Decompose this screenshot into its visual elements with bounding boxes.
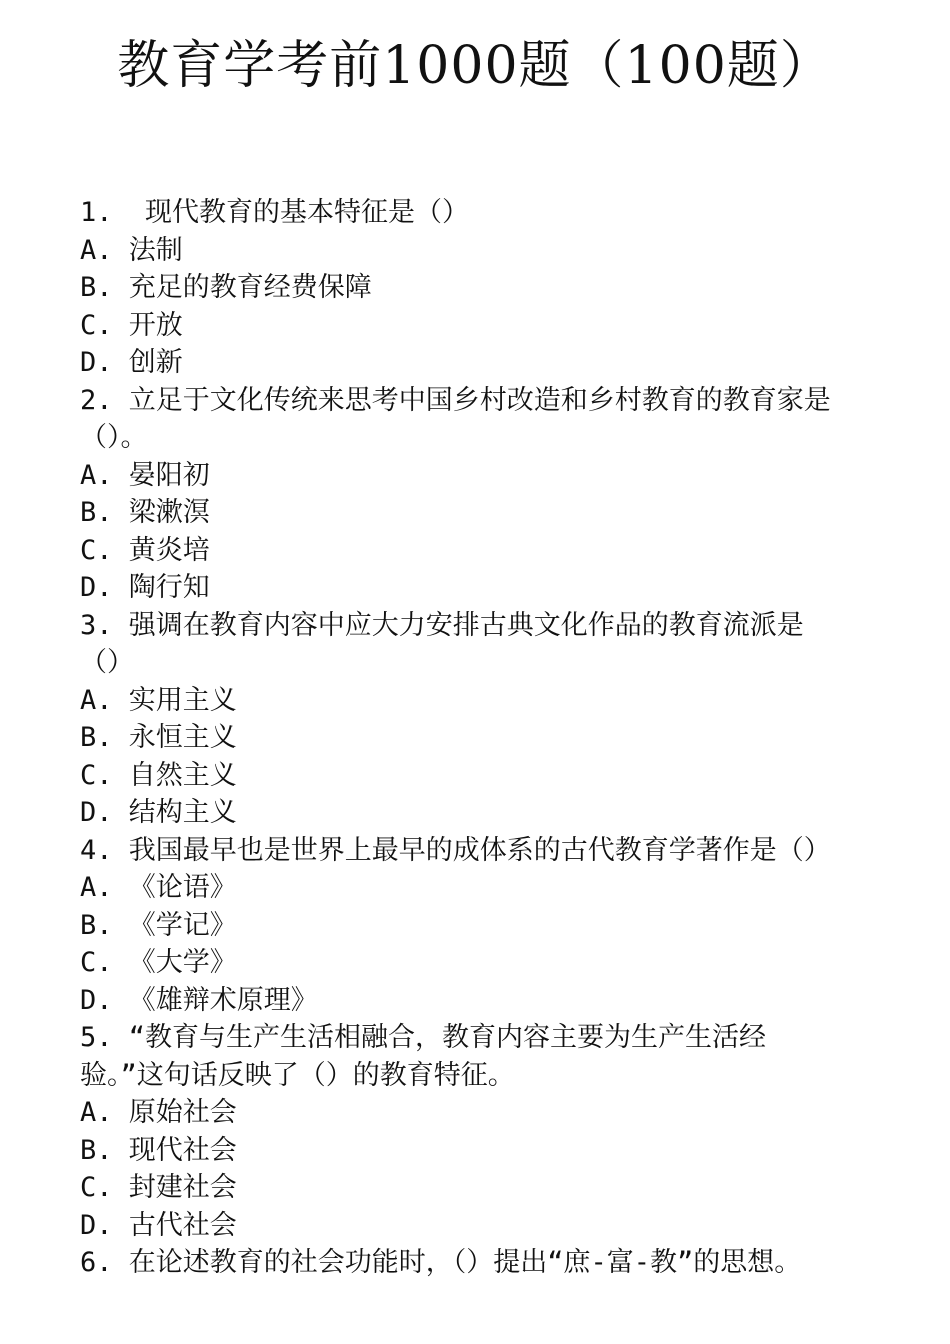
option-a: A. 法制 <box>80 234 183 266</box>
question-1 <box>80 194 880 382</box>
question-text: 6. 在论述教育的社会功能时，（）提出“庶-富-教”的思想。 <box>80 1247 802 1278</box>
question-text-continued: （） <box>80 647 134 678</box>
option-b: B. 《学记》 <box>80 909 237 941</box>
option-c: C. 开放 <box>80 309 183 341</box>
question-text-continued: 验。”这句话反映了（）的教育特征。 <box>80 1059 515 1091</box>
option-a: A. 晏阳初 <box>80 459 210 491</box>
option-d: D. 结构主义 <box>80 797 237 828</box>
option-b: B. 永恒主义 <box>80 722 237 753</box>
option-c: C. 自然主义 <box>80 759 237 791</box>
question-text: 2. 立足于文化传统来思考中国乡村改造和乡村教育的教育家是 <box>80 384 831 416</box>
document-title: 教育学考前1000题（100题） <box>117 36 833 96</box>
question-5 <box>80 1019 880 1244</box>
question-text: 1. 现代教育的基本特征是（） <box>80 197 470 228</box>
option-d: D. 《雄辩术原理》 <box>80 984 318 1016</box>
option-a: A. 《论语》 <box>80 872 237 903</box>
question-3 <box>80 607 880 832</box>
option-c: C. 黄炎培 <box>80 534 210 566</box>
option-c: C. 《大学》 <box>80 947 237 978</box>
question-text: 4. 我国最早也是世界上最早的成体系的古代教育学著作是（） <box>80 834 831 866</box>
option-d: D. 古代社会 <box>80 1209 237 1241</box>
question-list <box>80 194 880 1282</box>
question-6 <box>80 1244 880 1282</box>
question-2 <box>80 382 880 607</box>
option-b: B. 充足的教育经费保障 <box>80 272 372 303</box>
option-b: B. 梁漱溟 <box>80 497 210 528</box>
question-text: 3. 强调在教育内容中应大力安排古典文化作品的教育流派是 <box>80 609 804 641</box>
option-a: A. 实用主义 <box>80 684 237 716</box>
option-b: B. 现代社会 <box>80 1134 237 1166</box>
question-4 <box>80 832 880 1020</box>
option-d: D. 陶行知 <box>80 572 210 603</box>
option-d: D. 创新 <box>80 347 183 378</box>
option-a: A. 原始社会 <box>80 1097 237 1128</box>
option-c: C. 封建社会 <box>80 1172 237 1203</box>
question-text-continued: （）。 <box>80 422 148 453</box>
question-text: 5. “教育与生产生活相融合，教育内容主要为生产生活经 <box>80 1022 767 1053</box>
